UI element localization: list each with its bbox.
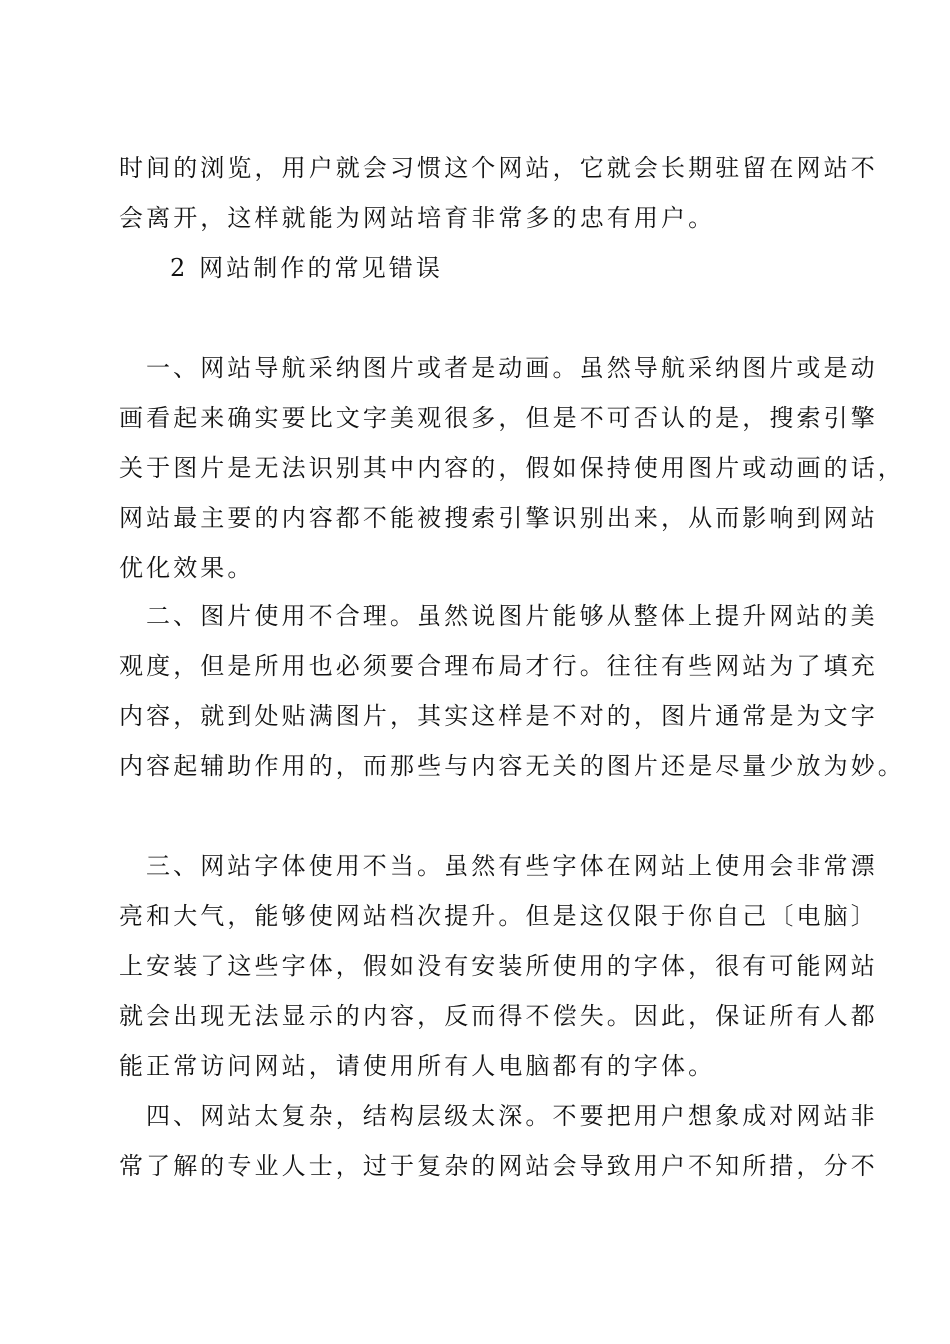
paragraph-3-line-1: 三、网站字体使用不当。虽然有些字体在网站上使用会非常漂: [146, 852, 878, 880]
paragraph-2-line-4: 内容起辅助作用的，而那些与内容无关的图片还是尽量少放为妙。: [119, 752, 905, 780]
paragraph-1-line-2: 画看起来确实要比文字美观很多，但是不可否认的是，搜索引擎: [119, 404, 878, 432]
paragraph-2-line-3: 内容，就到处贴满图片，其实这样是不对的，图片通常是为文字: [119, 702, 878, 730]
paragraph-3-line-3: 上安装了这些字体，假如没有安装所使用的字体，很有可能网站: [119, 952, 878, 980]
paragraph-1-line-3: 关于图片是无法识别其中内容的，假如保持使用图片或动画的话，: [119, 454, 905, 482]
paragraph-3-line-2: 亮和大气，能够使网站档次提升。但是这仅限于你自己〔电脑〕: [119, 902, 878, 930]
text-line-2: 会离开，这样就能为网站培育非常多的忠有用户。: [119, 204, 716, 232]
paragraph-1-line-1: 一、网站导航采纳图片或者是动画。虽然导航采纳图片或是动: [146, 354, 878, 382]
section-heading: 2 网站制作的常见错误: [170, 254, 443, 282]
paragraph-4-line-1: 四、网站太复杂，结构层级太深。不要把用户想象成对网站非: [146, 1102, 878, 1130]
paragraph-1-line-4: 网站最主要的内容都不能被搜索引擎识别出来，从而影响到网站: [119, 504, 878, 532]
paragraph-1-line-5: 优化效果。: [119, 554, 255, 582]
paragraph-2-line-2: 观度，但是所用也必须要合理布局才行。往往有些网站为了填充: [119, 652, 878, 680]
paragraph-4-line-2: 常了解的专业人士，过于复杂的网站会导致用户不知所措，分不: [119, 1152, 878, 1180]
text-line-1: 时间的浏览，用户就会习惯这个网站，它就会长期驻留在网站不: [119, 154, 878, 182]
paragraph-2-line-1: 二、图片使用不合理。虽然说图片能够从整体上提升网站的美: [146, 602, 878, 630]
paragraph-3-line-4: 就会出现无法显示的内容，反而得不偿失。因此，保证所有人都: [119, 1002, 878, 1030]
paragraph-3-line-5: 能正常访问网站，请使用所有人电脑都有的字体。: [119, 1052, 716, 1080]
